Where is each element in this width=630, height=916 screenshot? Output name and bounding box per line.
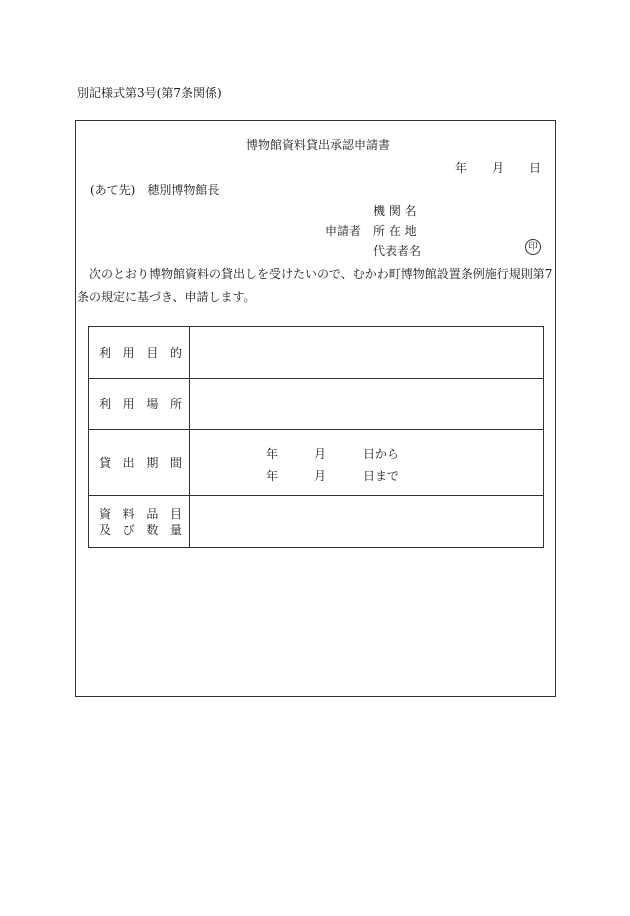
label-char: 貸 [99, 455, 112, 470]
label-char: 利 [99, 397, 112, 411]
org-name-label: 機 関 名 [373, 204, 417, 218]
period-to-day: 日まで [363, 468, 400, 483]
period-from-year: 年 [266, 446, 279, 461]
address-label: 所 在 地 [373, 224, 417, 238]
table-row-place [89, 379, 544, 430]
date-year-label: 年 [455, 161, 468, 175]
label-char: 数 [146, 522, 159, 537]
label-char: 出 [122, 455, 135, 470]
label-char: 資 [99, 506, 112, 521]
date-day-label: 日 [529, 161, 542, 175]
period-value-cell[interactable] [190, 430, 544, 496]
addressee: (あて先) 穂別博物館長 [90, 183, 220, 197]
place-label [89, 379, 190, 430]
period-from-month: 月 [314, 446, 327, 461]
application-table [88, 326, 544, 548]
period-to-line [190, 463, 543, 485]
label-char: 量 [169, 522, 182, 537]
period-label [89, 430, 190, 496]
body-text-line2: 条の規定に基づき、申請します。 [77, 290, 256, 304]
rep-name-label: 代表者名 [373, 244, 422, 258]
seal-icon: 印 [525, 239, 541, 255]
label-char: 料 [122, 506, 135, 521]
table-row-period [89, 430, 544, 496]
label-char: 的 [169, 345, 182, 360]
table-row-items [89, 496, 544, 548]
place-value-cell[interactable] [190, 379, 544, 430]
label-char: び [122, 522, 135, 537]
items-label [89, 496, 190, 548]
form-number: 別記様式第3号(第7条関係) [77, 86, 222, 100]
table-row-purpose [89, 327, 544, 379]
period-to-year: 年 [266, 468, 279, 483]
label-char: 場 [146, 397, 159, 411]
form-title: 博物館資料貸出承認申請書 [246, 138, 391, 152]
label-char: 目 [146, 345, 159, 360]
period-from-line [190, 441, 543, 463]
label-char: 所 [169, 397, 182, 411]
period-to-month: 月 [314, 468, 327, 483]
label-char: 目 [169, 506, 182, 521]
period-from-day: 日から [363, 446, 400, 461]
label-char: 用 [122, 345, 135, 360]
body-text-line1: 次のとおり博物館資料の貸出しを受けたいので、むかわ町博物館設置条例施行規則第7 [89, 267, 553, 281]
applicant-label: 申請者 [325, 224, 362, 238]
label-char: 及 [99, 522, 112, 537]
purpose-value-cell[interactable] [190, 327, 544, 379]
date-month-label: 月 [492, 161, 505, 175]
purpose-label [89, 327, 190, 379]
label-char: 品 [146, 506, 159, 521]
label-char: 用 [122, 397, 135, 411]
label-char: 利 [99, 345, 112, 360]
items-value-cell[interactable] [190, 496, 544, 548]
label-char: 間 [169, 455, 182, 470]
label-char: 期 [146, 455, 159, 470]
